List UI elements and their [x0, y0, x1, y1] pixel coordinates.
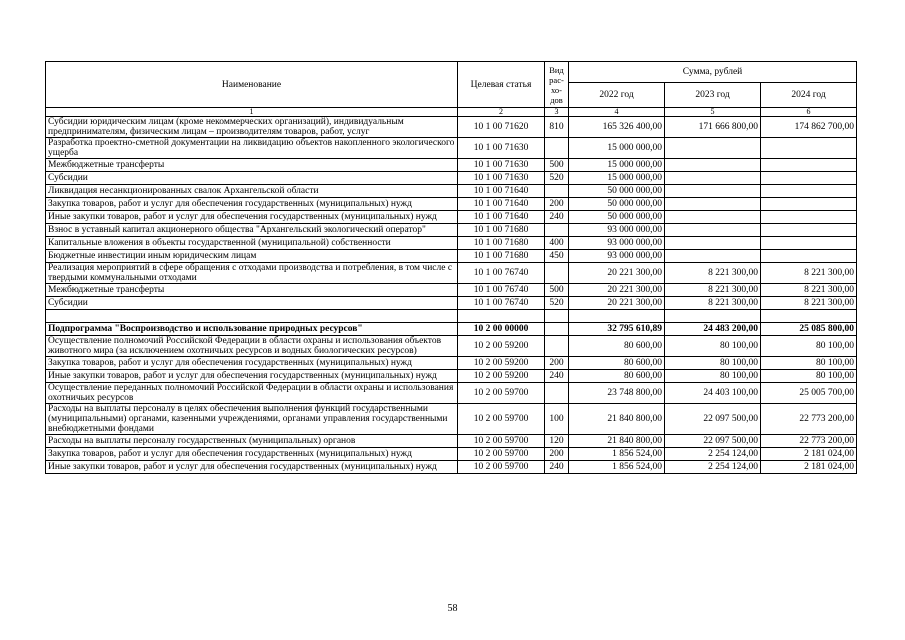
cell-type: 520 [545, 297, 569, 310]
cell-v2022: 80 600,00 [569, 357, 665, 370]
cell-v2024: 80 100,00 [761, 336, 857, 357]
cell-name: Субсидии [46, 172, 458, 185]
cell-v2023: 80 100,00 [665, 370, 761, 383]
cell-v2024: 80 100,00 [761, 357, 857, 370]
cell-code: 10 1 00 71640 [458, 211, 545, 224]
cell-v2024: 80 100,00 [761, 370, 857, 383]
cell-v2022: 50 000 000,00 [569, 198, 665, 211]
cell-code: 10 1 00 71630 [458, 172, 545, 185]
budget-table [45, 61, 857, 474]
cell-code: 10 2 00 59700 [458, 435, 545, 448]
column-index: 1 [46, 108, 458, 117]
table-row [46, 237, 857, 250]
cell-v2024: 174 862 700,00 [761, 117, 857, 138]
cell-name: Закупка товаров, работ и услуг для обеспечения государственных (муниципальных) нужд [46, 198, 458, 211]
table-row [46, 461, 857, 474]
cell-v2022: 93 000 000,00 [569, 250, 665, 263]
cell-v2024 [761, 310, 857, 323]
cell-v2023: 80 100,00 [665, 336, 761, 357]
cell-v2024 [761, 237, 857, 250]
cell-type: 520 [545, 172, 569, 185]
cell-code: 10 1 00 76740 [458, 297, 545, 310]
cell-name: Закупка товаров, работ и услуг для обеспечения государственных (муниципальных) нужд [46, 357, 458, 370]
header-type: Вид рас-хо-дов [545, 62, 569, 108]
table-row [46, 323, 857, 336]
cell-v2022: 1 856 524,00 [569, 448, 665, 461]
cell-v2023: 22 097 500,00 [665, 404, 761, 435]
table-row [46, 159, 857, 172]
cell-type [545, 336, 569, 357]
cell-type: 240 [545, 211, 569, 224]
cell-code: 10 1 00 76740 [458, 284, 545, 297]
cell-type: 810 [545, 117, 569, 138]
cell-type: 200 [545, 448, 569, 461]
cell-code: 10 1 00 71680 [458, 250, 545, 263]
cell-v2024 [761, 138, 857, 159]
cell-v2023 [665, 237, 761, 250]
cell-code: 10 2 00 00000 [458, 323, 545, 336]
cell-v2022: 20 221 300,00 [569, 284, 665, 297]
header-2023: 2023 год [665, 83, 761, 108]
cell-name: Бюджетные инвестиции иным юридическим лицам [46, 250, 458, 263]
cell-v2023 [665, 185, 761, 198]
cell-code: 10 2 00 59700 [458, 461, 545, 474]
cell-v2024 [761, 211, 857, 224]
cell-name: Расходы на выплаты персоналу в целях обеспечения выполнения функций государственными (муниципальными) органами, казенными учреждениями, органами управления государственными внебюджетными фондами [46, 404, 458, 435]
cell-v2023: 2 254 124,00 [665, 461, 761, 474]
cell-v2022: 21 840 800,00 [569, 404, 665, 435]
budget-table-body [46, 62, 857, 474]
table-row [46, 370, 857, 383]
column-index: 5 [665, 108, 761, 117]
cell-v2022: 15 000 000,00 [569, 159, 665, 172]
cell-type: 240 [545, 370, 569, 383]
cell-v2024: 2 181 024,00 [761, 448, 857, 461]
cell-type: 200 [545, 357, 569, 370]
table-row [46, 117, 857, 138]
cell-v2022: 32 795 610,89 [569, 323, 665, 336]
table-row [46, 185, 857, 198]
cell-code: 10 1 00 71620 [458, 117, 545, 138]
cell-name: Субсидии [46, 297, 458, 310]
cell-type: 500 [545, 159, 569, 172]
cell-v2022: 23 748 800,00 [569, 383, 665, 404]
cell-code: 10 1 00 76740 [458, 263, 545, 284]
cell-name: Расходы на выплаты персоналу государственных (муниципальных) органов [46, 435, 458, 448]
table-row [46, 383, 857, 404]
cell-type [545, 138, 569, 159]
cell-code: 10 1 00 71640 [458, 185, 545, 198]
cell-v2024: 25 085 800,00 [761, 323, 857, 336]
cell-v2024 [761, 159, 857, 172]
cell-v2022: 50 000 000,00 [569, 211, 665, 224]
cell-name: Взнос в уставный капитал акционерного общества "Архангельский экологический оператор" [46, 224, 458, 237]
cell-type [545, 185, 569, 198]
column-index-row [46, 108, 857, 117]
header-sum: Сумма, рублей [569, 62, 857, 83]
table-row [46, 336, 857, 357]
cell-code [458, 310, 545, 323]
cell-code: 10 1 00 71680 [458, 224, 545, 237]
cell-name: Закупка товаров, работ и услуг для обеспечения государственных (муниципальных) нужд [46, 448, 458, 461]
table-row [46, 263, 857, 284]
cell-v2023: 8 221 300,00 [665, 297, 761, 310]
header-target: Целевая статья [458, 62, 545, 108]
cell-v2023 [665, 138, 761, 159]
cell-v2023: 8 221 300,00 [665, 284, 761, 297]
cell-v2024 [761, 198, 857, 211]
header-name: Наименование [46, 62, 458, 108]
cell-v2022: 15 000 000,00 [569, 138, 665, 159]
cell-type: 500 [545, 284, 569, 297]
cell-v2024: 22 773 200,00 [761, 404, 857, 435]
cell-v2024: 25 005 700,00 [761, 383, 857, 404]
cell-name: Межбюджетные трансферты [46, 159, 458, 172]
cell-code: 10 1 00 71630 [458, 138, 545, 159]
cell-v2022: 50 000 000,00 [569, 185, 665, 198]
header-2022: 2022 год [569, 83, 665, 108]
header-2024: 2024 год [761, 83, 857, 108]
table-row [46, 448, 857, 461]
cell-type: 400 [545, 237, 569, 250]
table-row [46, 250, 857, 263]
cell-code: 10 2 00 59700 [458, 404, 545, 435]
cell-v2022: 20 221 300,00 [569, 297, 665, 310]
table-row [46, 297, 857, 310]
cell-v2024: 8 221 300,00 [761, 297, 857, 310]
cell-v2023 [665, 310, 761, 323]
cell-v2022 [569, 310, 665, 323]
cell-code: 10 2 00 59200 [458, 357, 545, 370]
cell-v2024: 2 181 024,00 [761, 461, 857, 474]
cell-name: Ликвидация несанкционированных свалок Архангельской области [46, 185, 458, 198]
column-index: 4 [569, 108, 665, 117]
table-row [46, 310, 857, 323]
cell-type [545, 224, 569, 237]
cell-v2022: 21 840 800,00 [569, 435, 665, 448]
cell-type [545, 323, 569, 336]
cell-v2023: 2 254 124,00 [665, 448, 761, 461]
table-row [46, 224, 857, 237]
cell-v2024 [761, 172, 857, 185]
cell-code: 10 2 00 59200 [458, 370, 545, 383]
table-row [46, 404, 857, 435]
cell-type: 100 [545, 404, 569, 435]
cell-type [545, 263, 569, 284]
cell-v2024: 22 773 200,00 [761, 435, 857, 448]
table-row [46, 357, 857, 370]
cell-name: Иные закупки товаров, работ и услуг для обеспечения государственных (муниципальных) нужд [46, 461, 458, 474]
cell-v2023 [665, 159, 761, 172]
cell-v2024 [761, 224, 857, 237]
cell-v2022: 93 000 000,00 [569, 224, 665, 237]
table-row [46, 198, 857, 211]
table-row [46, 284, 857, 297]
cell-v2024: 8 221 300,00 [761, 284, 857, 297]
column-index: 3 [545, 108, 569, 117]
cell-v2023: 80 100,00 [665, 357, 761, 370]
cell-v2024 [761, 250, 857, 263]
cell-v2023: 24 403 100,00 [665, 383, 761, 404]
cell-type: 200 [545, 198, 569, 211]
cell-type [545, 310, 569, 323]
cell-name: Межбюджетные трансферты [46, 284, 458, 297]
cell-v2024 [761, 185, 857, 198]
column-index: 2 [458, 108, 545, 117]
cell-v2023 [665, 224, 761, 237]
column-index: 6 [761, 108, 857, 117]
cell-v2022: 20 221 300,00 [569, 263, 665, 284]
cell-v2023: 22 097 500,00 [665, 435, 761, 448]
cell-name: Реализация мероприятий в сфере обращения с отходами производства и потребления, в том числе с твердыми коммунальными отходами [46, 263, 458, 284]
cell-v2024: 8 221 300,00 [761, 263, 857, 284]
cell-v2023: 24 483 200,00 [665, 323, 761, 336]
cell-name: Иные закупки товаров, работ и услуг для обеспечения государственных (муниципальных) нужд [46, 211, 458, 224]
cell-code: 10 1 00 71640 [458, 198, 545, 211]
cell-v2022: 80 600,00 [569, 336, 665, 357]
cell-name: Подпрограмма "Воспроизводство и использование природных ресурсов" [46, 323, 458, 336]
cell-v2022: 165 326 400,00 [569, 117, 665, 138]
cell-type: 240 [545, 461, 569, 474]
cell-v2022: 80 600,00 [569, 370, 665, 383]
cell-v2023 [665, 211, 761, 224]
cell-v2022: 15 000 000,00 [569, 172, 665, 185]
cell-type [545, 383, 569, 404]
cell-name: Иные закупки товаров, работ и услуг для обеспечения государственных (муниципальных) нужд [46, 370, 458, 383]
cell-v2023 [665, 198, 761, 211]
cell-name [46, 310, 458, 323]
cell-name: Осуществление переданных полномочий Российской Федерации в области охраны и использования охотничьих ресурсов [46, 383, 458, 404]
table-row [46, 211, 857, 224]
cell-name: Разработка проектно-сметной документации на ликвидацию объектов накопленного экологического ущерба [46, 138, 458, 159]
cell-code: 10 2 00 59700 [458, 448, 545, 461]
cell-type: 450 [545, 250, 569, 263]
cell-name: Осуществление полномочий Российской Федерации в области охраны и использования объектов животного мира (за исключением охотничьих ресурсов и водных биологических ресурсов) [46, 336, 458, 357]
cell-v2022: 93 000 000,00 [569, 237, 665, 250]
table-row [46, 435, 857, 448]
cell-v2023 [665, 250, 761, 263]
cell-v2023: 171 666 800,00 [665, 117, 761, 138]
table-row [46, 172, 857, 185]
cell-v2022: 1 856 524,00 [569, 461, 665, 474]
cell-type: 120 [545, 435, 569, 448]
cell-code: 10 1 00 71630 [458, 159, 545, 172]
cell-name: Субсидии юридическим лицам (кроме некоммерческих организаций), индивидуальным предпринимателям, физическим лицам – производителям товаров, работ, услуг [46, 117, 458, 138]
cell-name: Капитальные вложения в объекты государственной (муниципальной) собственности [46, 237, 458, 250]
cell-v2023: 8 221 300,00 [665, 263, 761, 284]
cell-code: 10 1 00 71680 [458, 237, 545, 250]
cell-code: 10 2 00 59700 [458, 383, 545, 404]
page-number: 58 [447, 603, 458, 614]
table-row [46, 138, 857, 159]
cell-code: 10 2 00 59200 [458, 336, 545, 357]
header-row [46, 62, 857, 83]
cell-v2023 [665, 172, 761, 185]
